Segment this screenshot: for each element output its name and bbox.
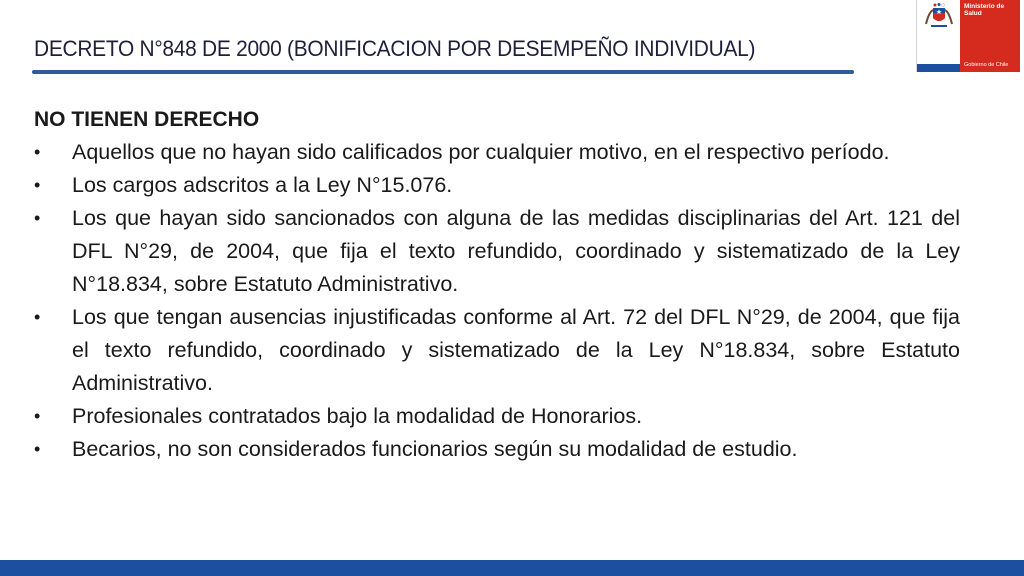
footer-bar — [0, 560, 1024, 576]
bullet-icon: • — [34, 142, 41, 162]
logo-white-panel — [916, 0, 960, 72]
bullet-text: Aquellos que no hayan sido calificados por cualquier motivo, en el respectivo período. — [72, 140, 890, 164]
logo-ministry-text: Ministerio de Salud — [964, 3, 1005, 17]
bullet-list — [34, 136, 960, 466]
logo-blue-stripe — [917, 64, 961, 72]
list-item — [34, 136, 960, 169]
list-item — [34, 202, 960, 301]
list-item — [34, 169, 960, 202]
title-underline — [32, 70, 854, 74]
bullet-icon: • — [34, 439, 41, 459]
bullet-icon: • — [34, 406, 41, 426]
list-item — [34, 301, 960, 400]
bullet-text: Los cargos adscritos a la Ley N°15.076. — [72, 173, 453, 197]
bullet-icon: • — [34, 307, 41, 327]
section-heading: NO TIENEN DERECHO — [34, 108, 260, 131]
list-item — [34, 400, 960, 433]
bullet-text: Los que tengan ausencias injustificadas conforme al Art. 72 del DFL N°29, de 2004, que fija el texto refundido, coordinado y sistematizado de la Ley N°18.834, sobre Estatuto Administrativo. — [72, 305, 960, 395]
bullet-text: Becarios, no son considerados funcionarios según su modalidad de estudio. — [72, 437, 798, 461]
bullet-icon: • — [34, 208, 41, 228]
coat-of-arms-icon — [923, 2, 955, 30]
slide-title: DECRETO N°848 DE 2000 (BONIFICACION POR DESEMPEÑO INDIVIDUAL) — [34, 36, 756, 61]
bullet-icon: • — [34, 175, 41, 195]
ministerio-de-salud-logo — [916, 0, 1020, 72]
slide-content — [34, 104, 960, 466]
bullet-text: Profesionales contratados bajo la modalidad de Honorarios. — [72, 404, 643, 428]
logo-government-text: Gobierno de Chile — [964, 62, 1009, 68]
logo-red-panel — [960, 0, 1020, 72]
list-item — [34, 433, 960, 466]
bullet-text: Los que hayan sido sancionados con alguna de las medidas disciplinarias del Art. 121 del DFL N°29, de 2004, que fija el texto refundido, coordinado y sistematizado de la Ley N°18.834, sobre Estatuto Administrativo. — [72, 206, 960, 296]
